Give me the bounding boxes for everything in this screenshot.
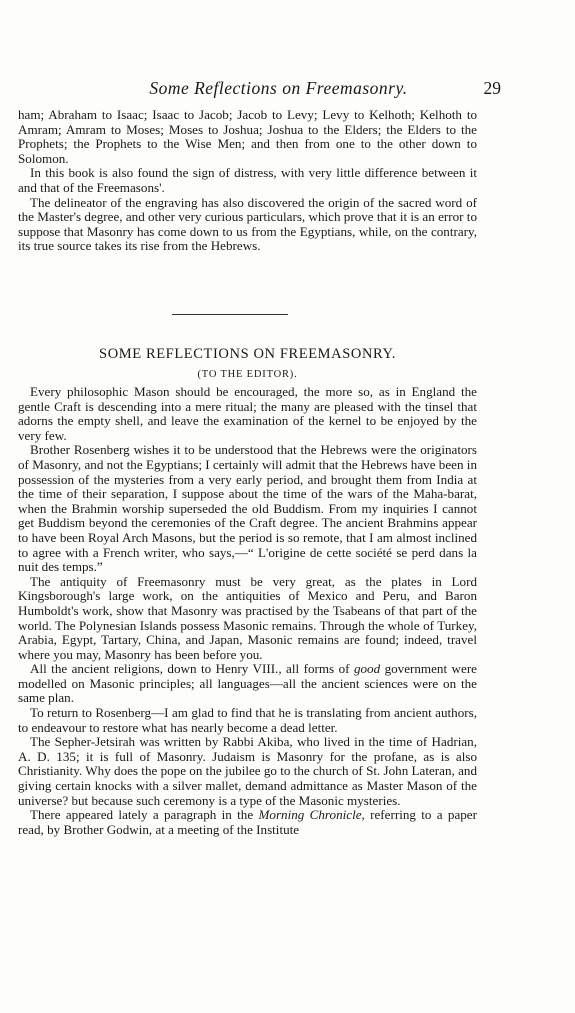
text-run: All the ancient religions, down to Henry VIII., all forms of xyxy=(30,661,354,677)
paragraph: In this book is also found the sign of distress, with very little difference between it and that of the Freemasons'. xyxy=(18,165,477,195)
continued-text xyxy=(18,108,477,254)
article-body xyxy=(18,385,477,837)
paragraph: To return to Rosenberg—I am glad to find that he is translating from ancient authors, to endeavour to restore what has nearly become a dead letter. xyxy=(18,705,477,735)
text-run: , referring to a paper read, by Brother Godwin, at a meeting of the Institute xyxy=(18,807,477,837)
paragraph: ham; Abraham to Isaac; Isaac to Jacob; Jacob to Levy; Levy to Kelhoth; Kelhoth to Amram; Amram to Moses; Moses to Joshua; Joshua to the Elders; the Elders to the Prophets; the Prophets to the Wise Men; and then from one to the other down to Solomon. xyxy=(18,107,477,166)
paragraph: The antiquity of Freemasonry must be very great, as the plates in Lord Kingsborough's large work, on the antiquities of Mexico and Peru, and Baron Humboldt's work, show that Masonry was practised by the Tsabeans of that part of the world. The Polynesian Islands possess Masonic remains. Through the whole of Turkey, Arabia, Egypt, Tartary, China, and Japan, Masonic remains are found; indeed, travel where you may, Masonry has been before you. xyxy=(18,573,477,662)
section-divider xyxy=(172,314,288,315)
article-subtitle: (TO THE EDITOR). xyxy=(197,369,298,380)
text-run: There appeared lately a paragraph in the xyxy=(30,807,259,823)
paragraph: The delineator of the engraving has also discovered the origin of the sacred word of the Master's degree, and other very curious particulars, which prove that it is an error to suppose that Masonry has come down to us from the Egyptians, while, on the contrary, its true source takes its rise from the Hebrews. xyxy=(18,194,477,254)
paragraph xyxy=(18,662,477,706)
article-title: SOME REFLECTIONS ON FREEMASONRY. xyxy=(99,346,396,362)
text-run: government were modelled on Masonic principles; all languages—all the ancient sciences were on the same plan. xyxy=(18,661,477,706)
paragraph xyxy=(18,808,477,837)
page-number: 29 xyxy=(483,78,501,98)
newspaper-title: Morning Chronicle xyxy=(258,807,362,823)
paragraph: Brother Rosenberg wishes it to be understood that the Hebrews were the originators of Masonry, and not the Egyptians; I certainly will admit that the Hebrews have been in possession of the mysteries from a very early period, and brought them from India at the time of their separation, I suppose about the time of the wars of the Maha-barat, when the Brahmin worship superseded the old Buddism. From my inquiries I cannot get Buddism beyond the ceremonies of the Craft degree. The ancient Brahmins appear to have been Royal Arch Masons, but the period is so remote, that I am almost inclined to agree with a French writer, who says,—“ L'origine de cette société se perd dans la nuit des temps.” xyxy=(18,442,477,575)
paragraph: Every philosophic Mason should be encouraged, the more so, as in England the gentle Craft is descending into a mere ritual; the many are pleased with the tinsel that adorns the empty shell, and leave the examination of the kernel to be enjoyed by the very few. xyxy=(18,384,477,443)
emphasis: good xyxy=(353,661,381,677)
paragraph: The Sepher-Jetsirah was written by Rabbi Akiba, who lived in the time of Hadrian, A. D. 135; it is full of Masonry. Judaism is Masonry for the profane, as is also Christianity. Why does the pope on the jubilee go to the church of St. John Lateran, and giving certain knocks with a silver mallet, demand admittance as Master Mason of the universe? but because such ceremony is a type of the Masonic mysteries. xyxy=(18,734,477,808)
running-title: Some Reflections on Freemasonry. xyxy=(149,78,408,98)
page-header xyxy=(18,78,501,100)
